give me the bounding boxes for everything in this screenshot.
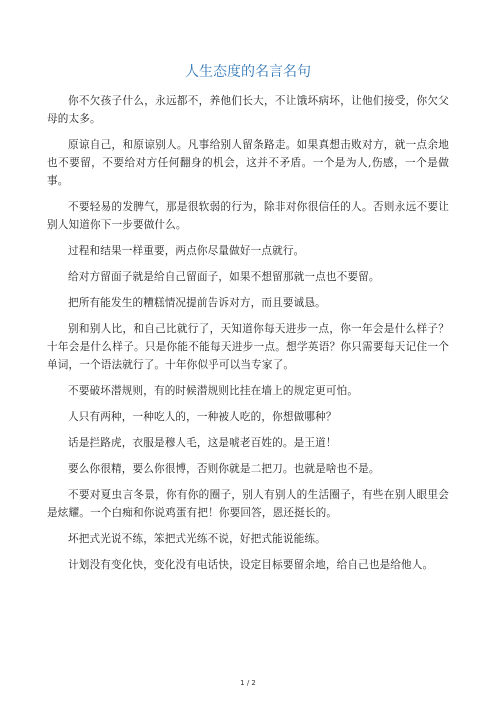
paragraph: 不要轻易的发脾气，那是很软弱的行为，除非对你很信任的人。否则永远不要让别人知道你下一步要做什么。	[47, 201, 449, 231]
paragraph: 给对方留面子就是给自己留面子，如果不想留那就一点也不要留。	[68, 271, 380, 283]
paragraph: 把所有能发生的糟糕情况提前告诉对方，而且要诚恳。	[68, 297, 326, 309]
document-title: 人生态度的名言名句	[185, 64, 311, 80]
paragraph: 别和别人比，和自己比就行了，天知道你每天进步一点，你一年会是什么样子？十年会是什么样子。只是你能不能每天进步一点。想学英语？你只需要每天记住一个单词，一个语法就行了。十年你似乎可以当专家了。	[47, 323, 449, 371]
paragraph: 人只有两种，一种吃人的，一种被人吃的，你想做哪种？	[68, 411, 337, 423]
paragraph: 要么你很精，要么你很博，否则你就是二把刀。也就是啥也不是。	[68, 463, 380, 475]
paragraph: 过程和结果一样重要，两点你尽量做好一点就行。	[68, 245, 305, 257]
document-body	[47, 92, 449, 582]
paragraph: 不要对夏虫言冬景，你有你的圈子，别人有别人的生活圈子，有些在别人眼里会是炫耀。一个白痴和你说鸡蛋有把！你要回答，恩还挺长的。	[47, 489, 449, 519]
page-number: 1 / 2	[240, 679, 256, 687]
paragraph: 你不欠孩子什么，永远都不，养他们长大，不让饿坏病坏，让他们接受，你欠父母的太多。	[47, 95, 449, 125]
paragraph: 计划没有变化快，变化没有电话快，设定目标要留余地，给自己也是给他人。	[68, 559, 434, 571]
paragraph: 话是拦路虎，衣服是穆人毛，这是唬老百姓的。是王道！	[68, 437, 337, 449]
paragraph: 不要破坏潜规则，有的时候潜规则比挂在墙上的规定更可怕。	[68, 385, 359, 397]
paragraph: 原谅自己，和原谅别人。凡事给别人留条路走。如果真想击败对方，就一点余地也不要留，不要给对方任何翻身的机会，这并不矛盾。一个是为人,伤感，一个是做事。	[47, 139, 449, 187]
paragraph: 坏把式光说不练，笨把式光练不说，好把式能说能练。	[68, 533, 326, 545]
